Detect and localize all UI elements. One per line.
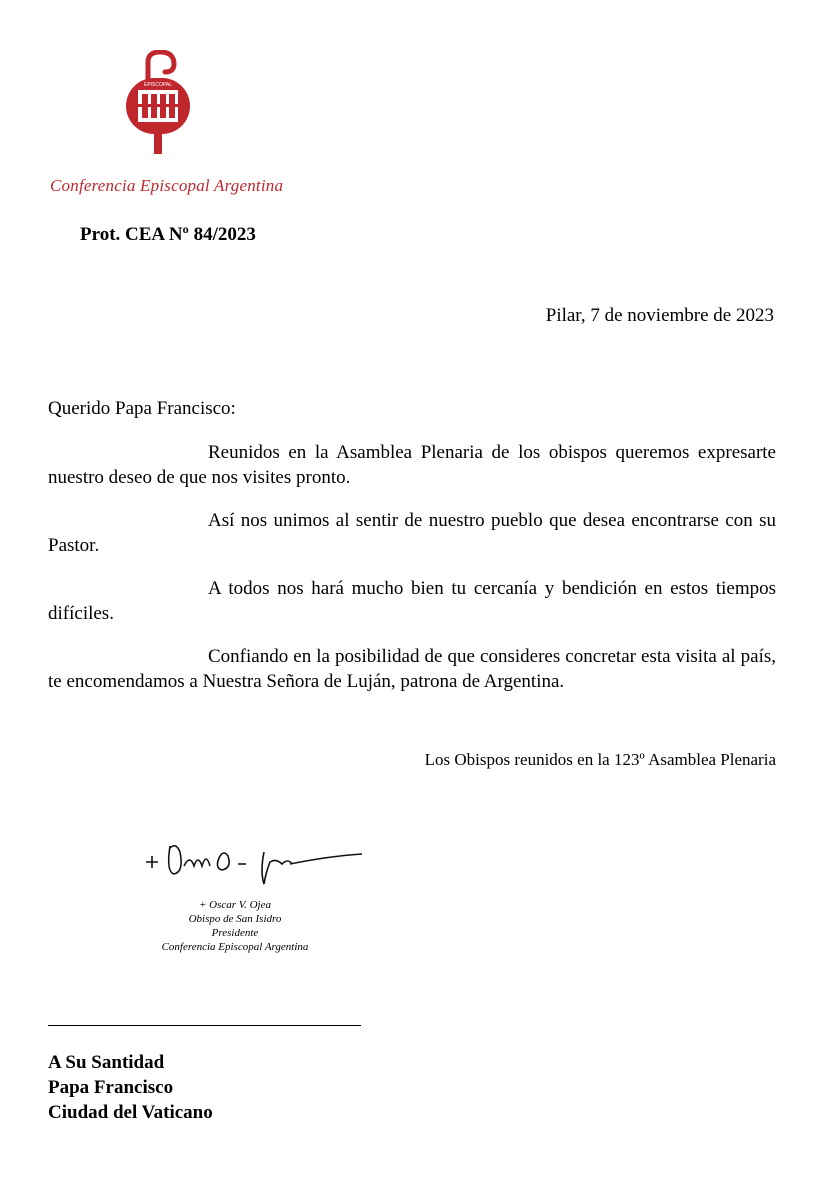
salutation: Querido Papa Francisco: xyxy=(48,398,236,419)
paragraph: Confiando en la posibilidad de que consideres concretar esta visita al país, te encomendamos a Nuestra Señora de Luján, patrona de Argentina. xyxy=(48,646,776,692)
logo-lettering: EPISCOPAL xyxy=(144,82,172,88)
recipient-block xyxy=(48,1050,213,1125)
signatory-role: Presidente xyxy=(211,927,259,939)
signature-block xyxy=(150,898,320,954)
paragraph: A todos nos hará mucho bien tu cercanía y bendición en estos tiempos difíciles. xyxy=(48,578,776,624)
place-date: Pilar, 7 de noviembre de 2023 xyxy=(545,305,774,326)
signatory-org: Conferencia Episcopal Argentina xyxy=(161,941,309,953)
paragraph: Así nos unimos al sentir de nuestro pueblo que desea encontrarse con su Pastor. xyxy=(48,510,776,556)
paragraph: Reunidos en la Asamblea Plenaria de los obispos queremos expresarte nuestro deseo de que nos visites pronto. xyxy=(48,442,776,488)
letter-body xyxy=(48,440,776,712)
recipient-line: Ciudad del Vaticano xyxy=(48,1102,213,1123)
recipient-line: Papa Francisco xyxy=(48,1077,174,1098)
closing-line: Los Obispos reunidos en la 123º Asamblea Plenaria xyxy=(424,750,776,769)
cea-logo xyxy=(118,50,198,155)
protocol-number: Prot. CEA Nº 84/2023 xyxy=(80,224,256,245)
organization-name: Conferencia Episcopal Argentina xyxy=(50,176,284,195)
signatory-title: Obispo de San Isidro xyxy=(188,913,282,925)
signatory-name: + Oscar V. Ojea xyxy=(199,899,271,911)
handwritten-signature xyxy=(140,832,370,892)
divider-line xyxy=(48,1025,361,1026)
recipient-line: A Su Santidad xyxy=(48,1052,165,1073)
